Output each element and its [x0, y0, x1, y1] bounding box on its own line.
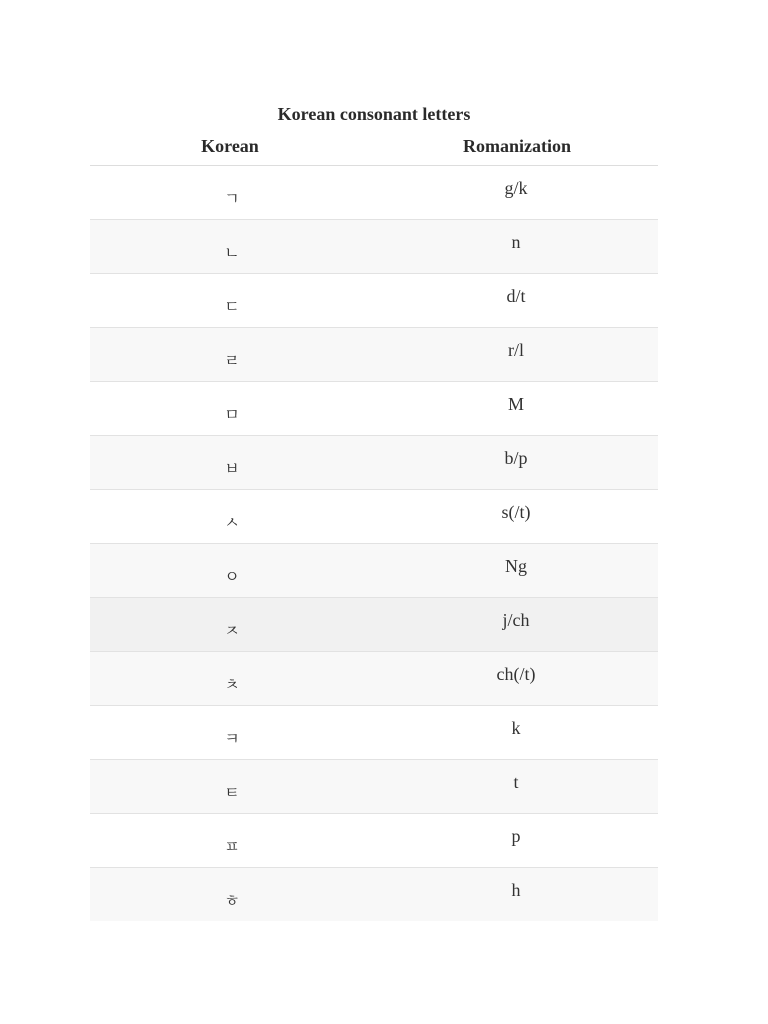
table-row: [90, 166, 658, 220]
table-row: [90, 382, 658, 436]
korean-cell: ㅊ: [90, 652, 374, 706]
romanization-cell: h: [374, 868, 658, 922]
table-row: [90, 220, 658, 274]
korean-cell: ㅌ: [90, 760, 374, 814]
table-row: [90, 490, 658, 544]
romanization-cell: t: [374, 760, 658, 814]
romanization-cell: k: [374, 706, 658, 760]
korean-cell: ㄱ: [90, 166, 374, 220]
romanization-cell: j/ch: [374, 598, 658, 652]
romanization-cell: Ng: [374, 544, 658, 598]
consonant-table-container: [90, 101, 658, 921]
korean-cell: ㅎ: [90, 868, 374, 922]
romanization-cell: s(/t): [374, 490, 658, 544]
korean-cell: ㅇ: [90, 544, 374, 598]
table-row: [90, 814, 658, 868]
header-row: [90, 127, 658, 166]
romanization-cell: r/l: [374, 328, 658, 382]
table-caption: Korean consonant letters: [277, 104, 471, 124]
korean-cell: ㅂ: [90, 436, 374, 490]
romanization-cell: p: [374, 814, 658, 868]
table-row: [90, 544, 658, 598]
romanization-cell: g/k: [374, 166, 658, 220]
consonant-table: [90, 127, 658, 921]
korean-cell: ㅅ: [90, 490, 374, 544]
table-row: [90, 598, 658, 652]
table-row: [90, 706, 658, 760]
korean-cell: ㄹ: [90, 328, 374, 382]
header-korean: Korean: [90, 127, 374, 166]
table-header: [90, 127, 658, 166]
romanization-cell: d/t: [374, 274, 658, 328]
korean-cell: ㅈ: [90, 598, 374, 652]
table-row: [90, 868, 658, 922]
korean-cell: ㄷ: [90, 274, 374, 328]
romanization-cell: b/p: [374, 436, 658, 490]
korean-cell: ㅍ: [90, 814, 374, 868]
table-row: [90, 274, 658, 328]
table-row: [90, 760, 658, 814]
korean-cell: ㄴ: [90, 220, 374, 274]
romanization-cell: n: [374, 220, 658, 274]
table-row: [90, 436, 658, 490]
romanization-cell: ch(/t): [374, 652, 658, 706]
header-romanization: Romanization: [374, 127, 658, 166]
table-body: [90, 166, 658, 922]
korean-cell: ㅋ: [90, 706, 374, 760]
table-row: [90, 328, 658, 382]
table-row: [90, 652, 658, 706]
romanization-cell: M: [374, 382, 658, 436]
korean-cell: ㅁ: [90, 382, 374, 436]
